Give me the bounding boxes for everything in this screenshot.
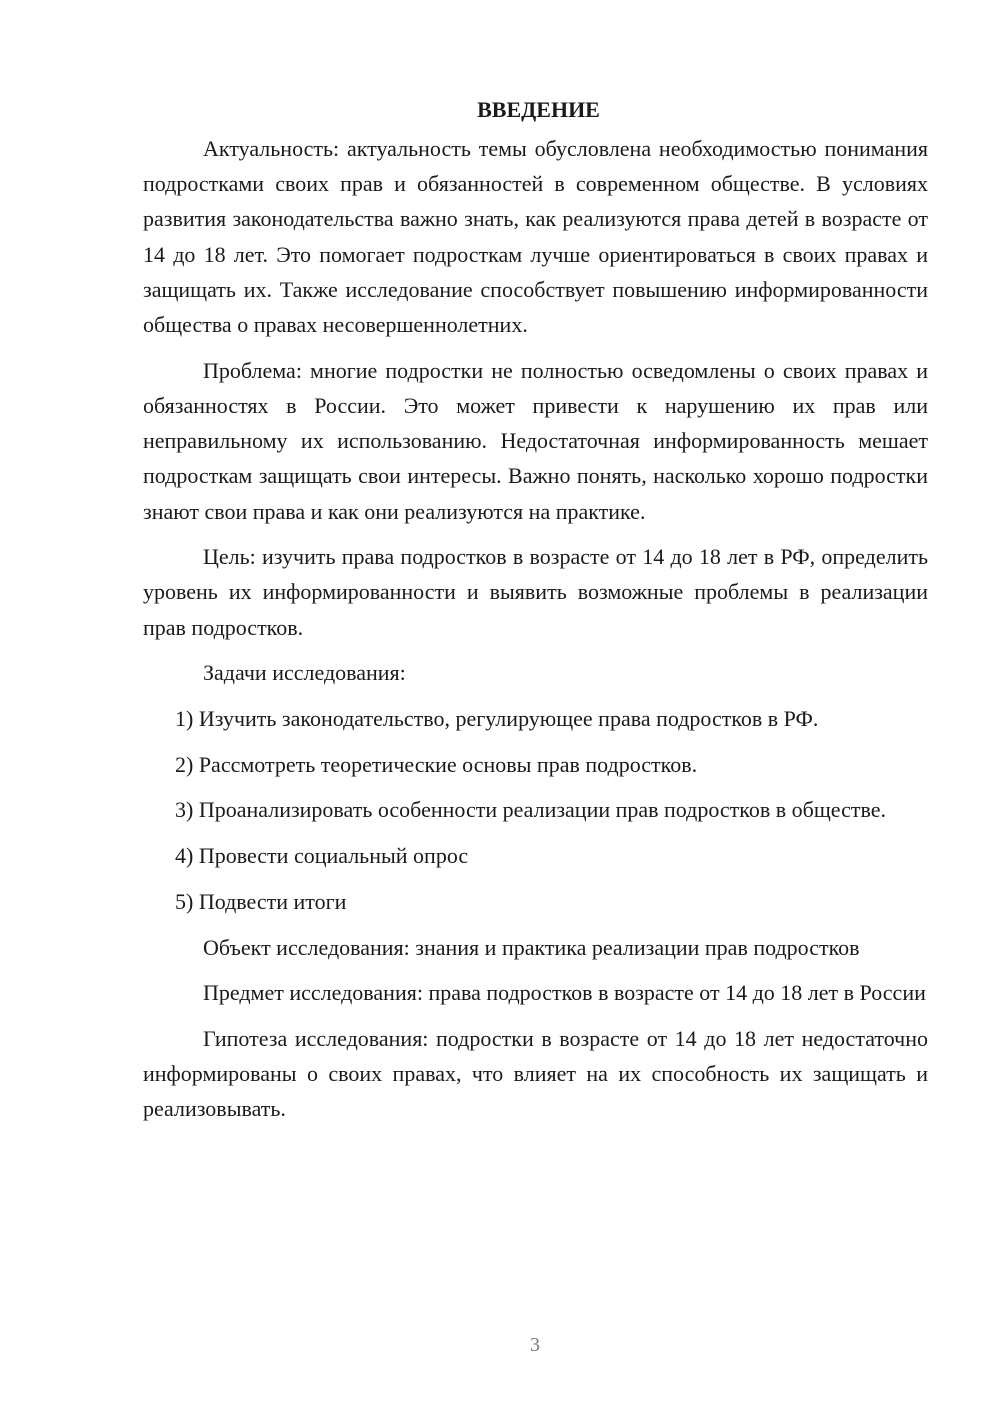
page-number: 3 — [530, 1334, 540, 1356]
task-item-2: 2) Рассмотреть теоретические основы прав подростков. — [175, 751, 698, 777]
problem-paragraph: Проблема: многие подростки не полностью осведомлены о своих правах и обязанностях в России. Это может привести к нарушению их прав или неправильному их использованию. Недостаточная информированность мешает подросткам защищать свои интересы. Важно понять, насколько хорошо подростки знают свои права и как они реализуются на практике. — [143, 357, 928, 524]
task-item-4: 4) Провести социальный опрос — [175, 843, 469, 869]
task-item-5: 5) Подвести итоги — [175, 888, 347, 914]
object-paragraph: Объект исследования: знания и практика реализации прав подростков — [203, 934, 860, 960]
document-page — [143, 92, 928, 1127]
subject-paragraph: Предмет исследования: права подростков в возрасте от 14 до 18 лет в России — [203, 980, 926, 1006]
section-title: ВВЕДЕНИЕ — [477, 97, 600, 122]
goal-paragraph: Цель: изучить права подростков в возрасте от 14 до 18 лет в РФ, определить уровень их информированности и выявить возможные проблемы в реализации прав подростков. — [143, 544, 928, 640]
task-item-1: 1) Изучить законодательство, регулирующее права подростков в РФ. — [175, 706, 819, 732]
tasks-heading: Задачи исследования: — [203, 660, 406, 686]
task-item-3: 3) Проанализировать особенности реализации прав подростков в обществе. — [175, 797, 886, 823]
hypothesis-paragraph: Гипотеза исследования: подростки в возрасте от 14 до 18 лет недостаточно информированы о своих правах, что влияет на их способность их защищать и реализовывать. — [143, 1025, 928, 1122]
relevance-paragraph: Актуальность: актуальность темы обусловлена необходимостью понимания подростками своих прав и обязанностей в современном обществе. В условиях развития законодательства важно знать, как реализуются права детей в возрасте от 14 до 18 лет. Это помогает подросткам лучше ориентироваться в своих правах и защищать их. Также исследование способствует повышению информированности общества о правах несовершеннолетних. — [143, 136, 928, 338]
